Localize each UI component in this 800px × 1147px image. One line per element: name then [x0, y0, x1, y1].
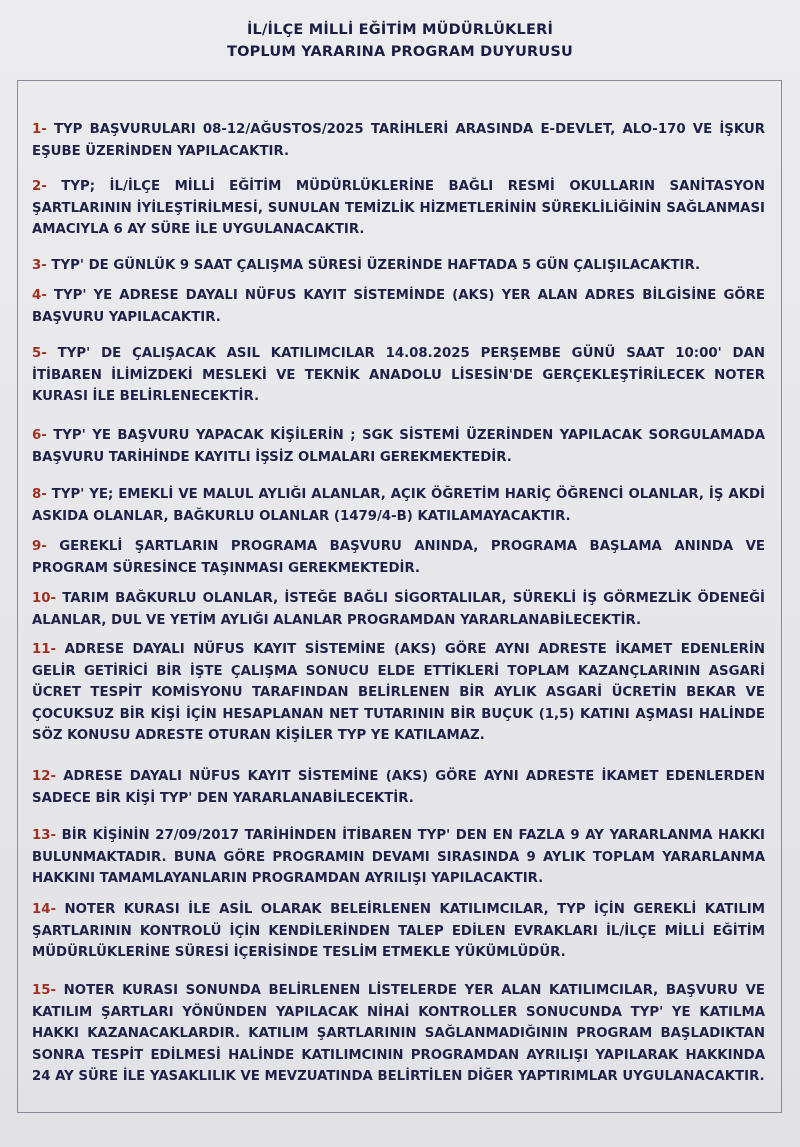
item-number: 8- — [32, 487, 47, 502]
item-number: 10- — [32, 591, 57, 606]
item-3 — [32, 255, 765, 277]
item-number: 5- — [32, 346, 47, 361]
item-text: TYP' YE; EMEKLİ VE MALUL AYLIĞI ALANLAR, AÇIK ÖĞRETİM HARİÇ ÖĞRENCİ OLANLAR, İŞ AKDİ ASKIDA OLANLAR, BAĞKURLU OLANLAR (1479/4-B) KATILAMAYACAKTIR. — [32, 487, 765, 524]
item-text: TYP' YE BAŞVURU YAPACAK KİŞİLERİN ; SGK SİSTEMİ ÜZERİNDEN YAPILACAK SORGULAMADA BAŞVURU TARİHİNDE KAYITLI İŞSİZ OLMALARI GEREKMEKTEDİR. — [32, 428, 765, 465]
item-5 — [32, 343, 765, 408]
item-11 — [32, 639, 765, 747]
item-12 — [32, 766, 765, 809]
title-line-1: İL/İLÇE MİLLİ EĞİTİM MÜDÜRLÜKLERİ — [246, 22, 554, 38]
item-text: ADRESE DAYALI NÜFUS KAYIT SİSTEMİNE (AKS) GÖRE AYNI ADRESTE İKAMET EDENLERDEN SADECE BİR KİŞİ TYP' DEN YARARLANABİLECEKTİR. — [32, 769, 765, 806]
item-number: 4- — [32, 288, 47, 303]
item-text: TYP' YE ADRESE DAYALI NÜFUS KAYIT SİSTEMİNDE (AKS) YER ALAN ADRES BİLGİSİNE GÖRE BAŞVURU YAPILACAKTIR. — [32, 288, 765, 325]
item-15 — [32, 980, 765, 1088]
item-number: 9- — [32, 539, 47, 554]
item-10 — [32, 588, 765, 631]
item-number: 6- — [32, 428, 47, 443]
item-8 — [32, 484, 765, 527]
item-1 — [32, 119, 765, 162]
item-text: NOTER KURASI İLE ASİL OLARAK BELEİRLENEN KATILIMCILAR, TYP İÇİN GEREKLİ KATILIM ŞARTLARININ KONTROLÜ İÇİN KENDİLERİNDEN TALEP EDİLEN EVRAKLARI İL/İLÇE MİLLİ EĞİTİM MÜDÜRLÜKLERİNE SÜRESİ İÇERİSİNDE TESLİM ETMEKLE YÜKÜMLÜDÜR. — [32, 902, 765, 960]
item-text: TARIM BAĞKURLU OLANLAR, İSTEĞE BAĞLI SİGORTALILAR, SÜREKLİ İŞ GÖRMEZLİK ÖDENEĞİ ALANLAR, DUL VE YETİM AYLIĞI ALANLAR PROGRAMDAN YARARLANABİLECEKTİR. — [32, 591, 765, 628]
item-6 — [32, 425, 765, 468]
item-text: TYP; İL/İLÇE MİLLİ EĞİTİM MÜDÜRLÜKLERİNE BAĞLI RESMİ OKULLARIN SANİTASYON ŞARTLARININ İYİLEŞTİRİLMESİ, SUNULAN TEMİZLİK HİZMETLERİNİN SÜREKLİLİĞİNİN SAĞLANMASI AMACIYLA 6 AY SÜRE İLE UYGULANACAKTIR. — [32, 179, 765, 237]
item-4 — [32, 285, 765, 328]
item-number: 11- — [32, 642, 57, 657]
item-number: 2- — [32, 179, 47, 194]
item-text: GEREKLİ ŞARTLARIN PROGRAMA BAŞVURU ANINDA, PROGRAMA BAŞLAMA ANINDA VE PROGRAM SÜRESİNCE TAŞINMASI GEREKMEKTEDİR. — [32, 539, 765, 576]
item-9 — [32, 536, 765, 579]
item-text: NOTER KURASI SONUNDA BELİRLENEN LİSTELERDE YER ALAN KATILIMCILAR, BAŞVURU VE KATILIM ŞARTLARI YÖNÜNDEN YAPILACAK NİHAİ KONTROLLER SONUCUNDA TYP' YE KATILMA HAKKI KAZANACAKLARDIR. KATILIM ŞARTLARININ SAĞLANMADIĞININ PROGRAM BAŞLADIKTAN SONRA TESPİT EDİLMESİ HALİNDE KATILIMCININ PROGRAMDAN AYRILIŞI YAPILARAK HAKKINDA 24 AY SÜRE İLE YASAKLILIK VE MEVZUATINDA BELİRTİLEN DİĞER YAPTIRIMLAR UYGULANACAKTIR. — [32, 983, 765, 1084]
item-text: TYP' DE GÜNLÜK 9 SAAT ÇALIŞMA SÜRESİ ÜZERİNDE HAFTADA 5 GÜN ÇALIŞILACAKTIR. — [51, 258, 701, 273]
item-text: BİR KİŞİNİN 27/09/2017 TARİHİNDEN İTİBAREN TYP' DEN EN FAZLA 9 AY YARARLANMA HAKKI BULUNMAKTADIR. BUNA GÖRE PROGRAMIN DEVAMI SIRASINDA 9 AYLIK TOPLAM YARARLANMA HAKKINI TAMAMLAYANLARIN PROGRAMDAN AYRILIŞI YAPILACAKTIR. — [32, 828, 765, 886]
item-text: ADRESE DAYALI NÜFUS KAYIT SİSTEMİNE (AKS) GÖRE AYNI ADRESTE İKAMET EDENLERİN GELİR GETİRİCİ BİR İŞTE ÇALIŞMA SONUCU ELDE ETTİKLERİ TOPLAM KAZANÇLARININ ASGARİ ÜCRET TESPİT KOMİSYONU TARAFINDAN BELİRLENEN BİR AYLIK ASGARİ ÜCRETİN BEKAR VE ÇOCUKSUZ BİR KİŞİ İÇİN HESAPLANAN NET TUTARININ BİR BUÇUK (1,5) KATINI AŞMASI HALİNDE SÖZ KONUSU ADRESTE OTURAN KİŞİLER TYP YE KATILAMAZ. — [32, 642, 765, 743]
item-text: TYP' DE ÇALIŞACAK ASIL KATILIMCILAR 14.08.2025 PERŞEMBE GÜNÜ SAAT 10:00' DAN İTİBAREN İLİMİZDEKİ MESLEKİ VE TEKNİK ANADOLU LİSESİN'DE GERÇEKLEŞTİRİLECEK NOTER KURASI İLE BELİRLENECEKTİR. — [32, 346, 765, 404]
item-number: 15- — [32, 983, 57, 998]
item-text: TYP BAŞVURULARI 08-12/AĞUSTOS/2025 TARİHLERİ ARASINDA E-DEVLET, ALO-170 VE İŞKUR EŞUBE ÜZERİNDEN YAPILACAKTIR. — [32, 122, 765, 159]
item-number: 12- — [32, 769, 57, 784]
item-13 — [32, 825, 765, 890]
item-number: 3- — [32, 258, 47, 273]
item-number: 14- — [32, 902, 57, 917]
item-number: 1- — [32, 122, 47, 137]
title-line-2: TOPLUM YARARINA PROGRAM DUYURUSU — [226, 44, 574, 60]
item-2 — [32, 176, 765, 241]
item-14 — [32, 899, 765, 964]
item-number: 13- — [32, 828, 57, 843]
announcement-box — [17, 80, 782, 1113]
